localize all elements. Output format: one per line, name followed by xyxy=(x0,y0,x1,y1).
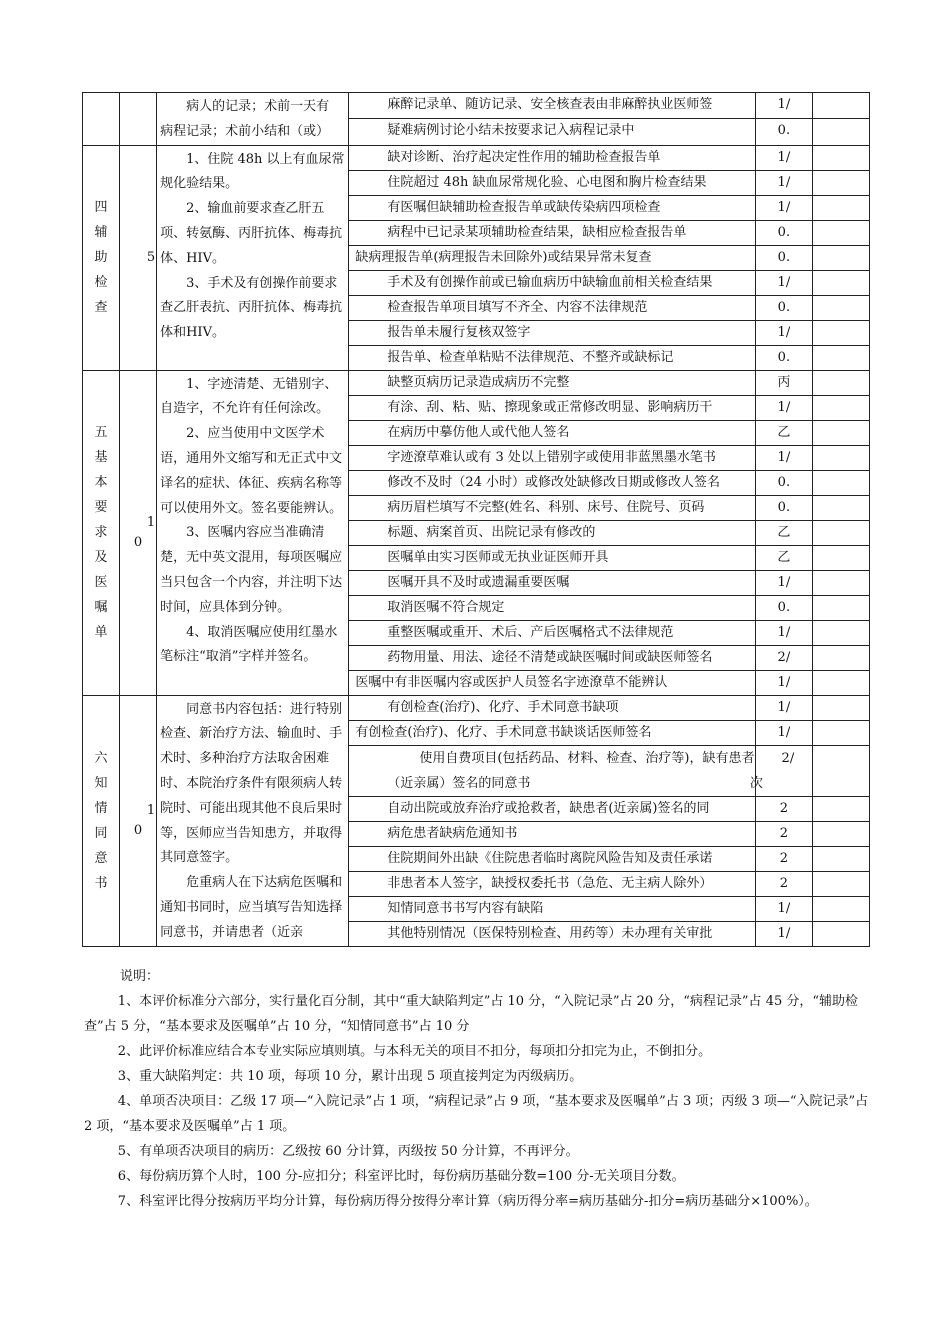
standard-text: 4、取消医嘱应使用红墨水笔标注“取消”字样并签名。 xyxy=(160,624,338,665)
blank-cell xyxy=(812,745,869,796)
blank-cell xyxy=(812,796,869,821)
standard-text: 病人的记录；术前一天有 xyxy=(186,99,330,114)
deduction-cell: 0. xyxy=(755,220,812,245)
blank-cell xyxy=(812,670,869,695)
deduction-cell: 0. xyxy=(755,470,812,495)
blank-cell xyxy=(812,720,869,745)
blank-cell xyxy=(812,420,869,445)
deduction-cell: 1/ xyxy=(755,445,812,470)
standard-text: 同意书内容包括：进行特别检查、新治疗方法、输血时、手术时、多种治疗方法取舍困难时、本院治疗条件有限须病人转院时、可能出现其他不良后果时等，医师应当告知患方，并取得其同意签字。 xyxy=(160,701,343,866)
item-cell: 手术及有创操作前或已输血病历中缺输血前相关检查结果 xyxy=(349,270,756,295)
blank-cell xyxy=(812,220,869,245)
title-char: 书 xyxy=(94,875,108,891)
deduction-cell: 2 xyxy=(755,846,812,871)
deduction-cell: 0. xyxy=(755,245,812,270)
table-row xyxy=(83,370,870,395)
item-cell: 非患者本人签字，缺授权委托书（急危、无主病人除外） xyxy=(349,871,756,896)
notes-title: 说明： xyxy=(120,969,160,984)
deduction-cell: 乙 xyxy=(755,545,812,570)
deduction-cell: 1/ xyxy=(755,93,812,119)
standard-cell xyxy=(157,370,349,695)
section-score xyxy=(120,370,157,695)
table-row xyxy=(83,695,870,720)
standard-text: 2、输血前要求查乙肝五项、转氨酶、丙肝抗体、梅毒抗体、HIV。 xyxy=(160,201,343,266)
item-cell: 有创检查(治疗)、化疗、手术同意书缺项 xyxy=(349,695,756,720)
item-cell: 有创检查(治疗)、化疗、手术同意书缺谈话医师签名 xyxy=(349,720,756,745)
standard-text: 2、应当使用中文医学术语，通用外文缩写和无正式中文译名的症状、体征、疾病名称等可以使用外文。签名要能辨认。 xyxy=(160,426,343,516)
item-cell: 知情同意书书写内容有缺陷 xyxy=(349,896,756,921)
table-row xyxy=(83,145,870,170)
title-char: 本 xyxy=(94,475,108,491)
blank-cell xyxy=(812,695,869,720)
note-item: 1、本评价标准分六部分，实行量化百分制，其中“重大缺陷判定”占 10 分，“入院记录”占 20 分，“病程记录”占 45 分，“辅助检查”占 5 分，“基本要求及医嘱单”占 10 分，“知情同意书”占 10 分 xyxy=(84,994,859,1034)
note-item: 6、每份病历算个人时，100 分-应扣分；科室评比时，每份病历基础分数=100 分-无关项目分数。 xyxy=(117,1169,685,1184)
item-cell: 重整医嘱或重开、术后、产后医嘱格式不法律规范 xyxy=(349,620,756,645)
deduction-cell: 1/ xyxy=(755,695,812,720)
item-cell: 疑难病例讨论小结未按要求记入病程记录中 xyxy=(349,119,756,145)
deduction-cell: 1/ xyxy=(755,395,812,420)
deduction-cell: 0. xyxy=(755,119,812,145)
deduction-cell: 2 xyxy=(755,871,812,896)
title-char: 单 xyxy=(94,625,108,641)
item-cell: 病危患者缺病危通知书 xyxy=(349,821,756,846)
standard-text: 危重病人在下达病危医嘱和通知书同时，应当填写告知选择同意书，并请患者（近亲 xyxy=(160,875,343,940)
deduction-cell: 1/ xyxy=(755,921,812,946)
item-cell: 标题、病案首页、出院记录有修改的 xyxy=(349,520,756,545)
table-row xyxy=(83,93,870,119)
section-title-jibenyaoqiu xyxy=(83,370,120,695)
item-cell: 自动出院或放弃治疗或抢救者，缺患者(近亲属)签名的同 xyxy=(349,796,756,821)
deduction-cell: 丙 xyxy=(755,370,812,395)
blank-cell xyxy=(812,445,869,470)
deduction-value: 2/ xyxy=(781,750,795,766)
blank-cell xyxy=(812,921,869,946)
note-item: 4、单项否决项目：乙级 17 项—“入院记录”占 1 项，“病程记录”占 9 项，“基本要求及医嘱单”占 3 项；丙级 3 项—“入院记录”占 2 项，“基本要求及医嘱单”占 1 项。 xyxy=(84,1094,869,1134)
blank-cell xyxy=(812,620,869,645)
blank-cell xyxy=(812,170,869,195)
deduction-cell: 2 xyxy=(755,796,812,821)
blank-cell xyxy=(812,270,869,295)
standard-text: 3、医嘱内容应当准确清楚，无中英文混用，每项医嘱应当只包含一个内容，并注明下达时间，应具体到分钟。 xyxy=(160,525,343,615)
blank-cell xyxy=(812,896,869,921)
evaluation-table xyxy=(82,92,870,947)
blank-cell xyxy=(812,93,869,119)
item-cell: 住院期间外出缺《住院患者临时离院风险告知及责任承诺 xyxy=(349,846,756,871)
item-cell: 有涂、刮、粘、贴、擦现象或正常修改明显、影响病历干 xyxy=(349,395,756,420)
standard-text: 1、字迹清楚、无错别字、自造字，不允许有任何涂改。 xyxy=(160,376,338,417)
blank-cell xyxy=(812,470,869,495)
title-char: 医 xyxy=(94,575,108,591)
standard-cell xyxy=(157,695,349,946)
section-title-cell xyxy=(83,93,120,146)
title-char: 同 xyxy=(94,825,108,841)
deduction-cell xyxy=(749,745,812,796)
title-char: 辅 xyxy=(94,225,108,241)
item-cell: 报告单、检查单粘贴不法律规范、不整齐或缺标记 xyxy=(349,345,756,370)
blank-cell xyxy=(812,645,869,670)
deduction-cell: 1/ xyxy=(755,670,812,695)
deduction-cell: 乙 xyxy=(755,520,812,545)
item-cell: 报告单未履行复核双签字 xyxy=(349,320,756,345)
score-cell xyxy=(120,93,157,146)
deduction-cell: 0. xyxy=(755,595,812,620)
blank-cell xyxy=(812,320,869,345)
title-char: 求 xyxy=(94,525,108,541)
item-cell: 其他特别情况（医保特别检查、用药等）未办理有关审批 xyxy=(349,921,756,946)
item-cell: 住院超过 48h 缺血尿常规化验、心电图和胸片检查结果 xyxy=(349,170,756,195)
blank-cell xyxy=(812,595,869,620)
blank-cell xyxy=(812,495,869,520)
section-score xyxy=(120,695,157,946)
title-char: 要 xyxy=(94,500,108,516)
section-score: 5 xyxy=(120,145,157,370)
standard-cell xyxy=(157,145,349,370)
item-cell: 麻醉记录单、随访记录、安全核查表由非麻醉执业医师签 xyxy=(349,93,756,119)
score-digit: 0 xyxy=(133,822,143,838)
standard-text: 3、手术及有创操作前要求查乙肝表抗、丙肝抗体、梅毒抗体和HIV。 xyxy=(160,275,343,341)
title-char: 查 xyxy=(94,300,108,316)
deduction-cell: 0. xyxy=(755,345,812,370)
deduction-cell: 1/ xyxy=(755,620,812,645)
item-cell: 缺整页病历记录造成病历不完整 xyxy=(349,370,756,395)
blank-cell xyxy=(812,846,869,871)
item-cell: 医嘱中有非医嘱内容或医护人员签名字迹潦草不能辨认 xyxy=(349,670,756,695)
title-char: 嘱 xyxy=(94,600,108,616)
item-cell: 取消医嘱不符合规定 xyxy=(349,595,756,620)
standard-cell xyxy=(157,93,349,146)
deduction-cell: 1/ xyxy=(755,720,812,745)
title-char: 知 xyxy=(94,775,108,791)
deduction-cell: 1/ xyxy=(755,195,812,220)
deduction-cell: 0. xyxy=(755,495,812,520)
deduction-cell: 0. xyxy=(755,295,812,320)
deduction-cell: 2/ xyxy=(755,645,812,670)
title-char: 五 xyxy=(94,425,108,441)
title-char: 四 xyxy=(94,200,108,216)
blank-cell xyxy=(812,821,869,846)
note-item: 5、有单项否决项目的病历：乙级按 60 分计算，丙级按 50 分计算，不再评分。 xyxy=(117,1144,579,1159)
deduction-cell: 1/ xyxy=(755,896,812,921)
deduction-cell: 1/ xyxy=(755,170,812,195)
title-char: 六 xyxy=(94,750,108,766)
blank-cell xyxy=(812,195,869,220)
note-item: 7、科室评比得分按病历平均分计算，每份病历得分按得分率计算（病历得分率=病历基础分-扣分=病历基础分×100%）。 xyxy=(117,1194,818,1209)
item-cell: 使用自费项目(包括药品、材料、检查、治疗等)，缺有患者（近亲属）签名的同意书 xyxy=(349,745,756,796)
item-cell: 字迹潦草难认或有 3 处以上错别字或使用非蓝黑墨水笔书 xyxy=(349,445,756,470)
deduction-cell: 乙 xyxy=(755,420,812,445)
notes-section xyxy=(84,964,869,1214)
item-cell: 修改不及时（24 小时）或修改处缺修改日期或修改人签名 xyxy=(349,470,756,495)
item-cell: 缺对诊断、治疗起决定性作用的辅助检查报告单 xyxy=(349,145,756,170)
deduction-unit: 次 xyxy=(749,775,763,791)
blank-cell xyxy=(812,570,869,595)
title-char: 检 xyxy=(94,275,108,291)
section-title-zhiqingtongyi xyxy=(83,695,120,946)
deduction-cell: 1/ xyxy=(755,320,812,345)
standard-text: 病程记录；术前小结和（或） xyxy=(160,123,330,139)
item-cell: 病历眉栏填写不完整(姓名、科别、床号、住院号、页码 xyxy=(349,495,756,520)
deduction-cell: 1/ xyxy=(755,270,812,295)
blank-cell xyxy=(812,871,869,896)
title-char: 助 xyxy=(94,250,108,266)
note-item: 2、此评价标准应结合本专业实际应填则填。与本科无关的项目不扣分，每项扣分扣完为止，不倒扣分。 xyxy=(117,1044,712,1059)
item-cell: 缺病理报告单(病理报告未回除外)或结果异常未复查 xyxy=(349,245,756,270)
item-cell: 药物用量、用法、途径不清楚或缺医嘱时间或缺医师签名 xyxy=(349,645,756,670)
title-char: 情 xyxy=(94,800,108,816)
item-cell: 检查报告单项目填写不齐全、内容不法律规范 xyxy=(349,295,756,320)
score-digit: 0 xyxy=(133,534,143,550)
blank-cell xyxy=(812,295,869,320)
standard-text: 1、住院 48h 以上有血尿常规化验结果。 xyxy=(160,151,345,192)
blank-cell xyxy=(812,145,869,170)
item-cell: 有医嘱但缺辅助检查报告单或缺传染病四项检查 xyxy=(349,195,756,220)
section-title-fuzhujiancha xyxy=(83,145,120,370)
item-cell: 医嘱开具不及时或遗漏重要医嘱 xyxy=(349,570,756,595)
blank-cell xyxy=(812,395,869,420)
deduction-cell: 1/ xyxy=(755,570,812,595)
deduction-cell: 1/ xyxy=(755,145,812,170)
score-digit: 1 xyxy=(146,802,156,818)
title-char: 基 xyxy=(94,450,108,466)
deduction-cell: 2 xyxy=(755,821,812,846)
blank-cell xyxy=(812,545,869,570)
item-cell: 在病历中摹仿他人或代他人签名 xyxy=(349,420,756,445)
item-cell: 病程中已记录某项辅助检查结果，缺相应检查报告单 xyxy=(349,220,756,245)
title-char: 及 xyxy=(94,550,108,566)
note-item: 3、重大缺陷判定：共 10 项，每项 10 分，累计出现 5 项直接判定为丙级病历。 xyxy=(117,1069,583,1084)
blank-cell xyxy=(812,119,869,145)
blank-cell xyxy=(812,520,869,545)
blank-cell xyxy=(812,370,869,395)
blank-cell xyxy=(812,245,869,270)
title-char: 意 xyxy=(94,850,108,866)
item-cell: 医嘱单由实习医师或无执业证医师开具 xyxy=(349,545,756,570)
blank-cell xyxy=(812,345,869,370)
score-digit: 1 xyxy=(146,514,156,530)
